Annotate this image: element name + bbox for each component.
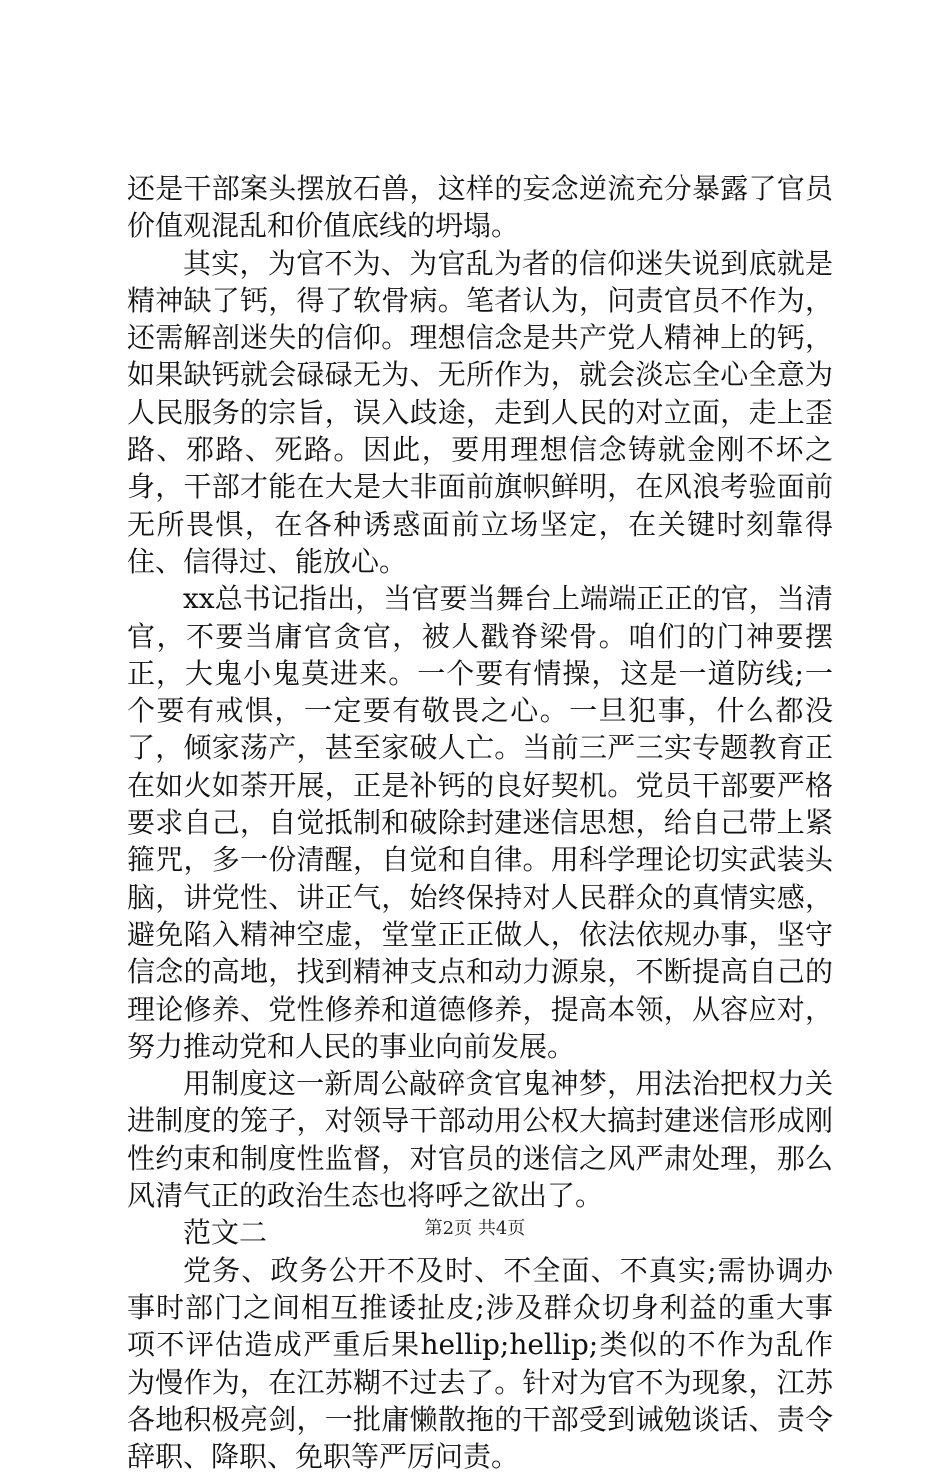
section-heading-fanwen-2: 范文二 (183, 1216, 268, 1250)
paragraph-1: 还是干部案头摆放石兽，这样的妄念逆流充分暴露了官员价值观混乱和价值底线的坍塌。 (127, 172, 833, 243)
paragraph-4: 用制度这一新周公敲碎贪官鬼神梦，用法治把权力关进制度的笼子，对领导干部动用公权大搞封建迷信形成刚性约束和制度性监督，对官员的迷信之风严肃处理，那么风清气正的政治生态也将呼之欲出了。 (127, 1067, 833, 1213)
document-body (127, 170, 833, 1475)
paragraph-3: xx总书记指出，当官要当舞台上端端正正的官，当清官，不要当庸官贪官，被人戳脊梁骨。咱们的门神要摆正，大鬼小鬼莫进来。一个要有情操，这是一道防线;一个要有戒惧，一定要有敬畏之心。一旦犯事，什么都没了，倾家荡产，甚至家破人亡。当前三严三实专题教育正在如火如荼开展，正是补钙的良好契机。党员干部要严格要求自己，自觉抵制和破除封建迷信思想，给自己带上紧箍咒，多一份清醒，自觉和自律。用科学理论切实武装头脑，讲党性、讲正气，始终保持对人民群众的真情实感，避免陷入精神空虚，堂堂正正做人，依法依规办事，坚守信念的高地，找到精神支点和动力源泉，不断提高自己的理论修养、党性修养和道德修养，提高本领，从容应对，努力推动党和人民的事业向前发展。 (127, 582, 833, 1063)
page-number-footer: 第2页 共4页 (424, 1218, 526, 1239)
paragraph-2: 其实，为官不为、为官乱为者的信仰迷失说到底就是精神缺了钙，得了软骨病。笔者认为，问责官员不作为，还需解剖迷失的信仰。理想信念是共产党人精神上的钙，如果缺钙就会碌碌无为、无所作为，就会淡忘全心全意为人民服务的宗旨，误入歧途，走到人民的对立面，走上歪路、邪路、死路。因此，要用理想信念铸就金刚不坏之身，干部才能在大是大非面前旗帜鲜明，在风浪考验面前无所畏惧，在各种诱惑面前立场坚定，在关键时刻靠得住、信得过、能放心。 (127, 246, 833, 578)
paragraph-6: 党务、政务公开不及时、不全面、不真实;需协调办事时部门之间相互推诿扯皮;涉及群众切身利益的重大事项不评估造成严重后果hellip;hellip;类似的不作为乱作为慢作为，在江苏糊不过去了。针对为官不为现象，江苏各地积极亮剑，一批庸懒散拖的干部受到诫勉谈话、责令辞职、降职、免职等严厉问责。 (127, 1253, 833, 1474)
